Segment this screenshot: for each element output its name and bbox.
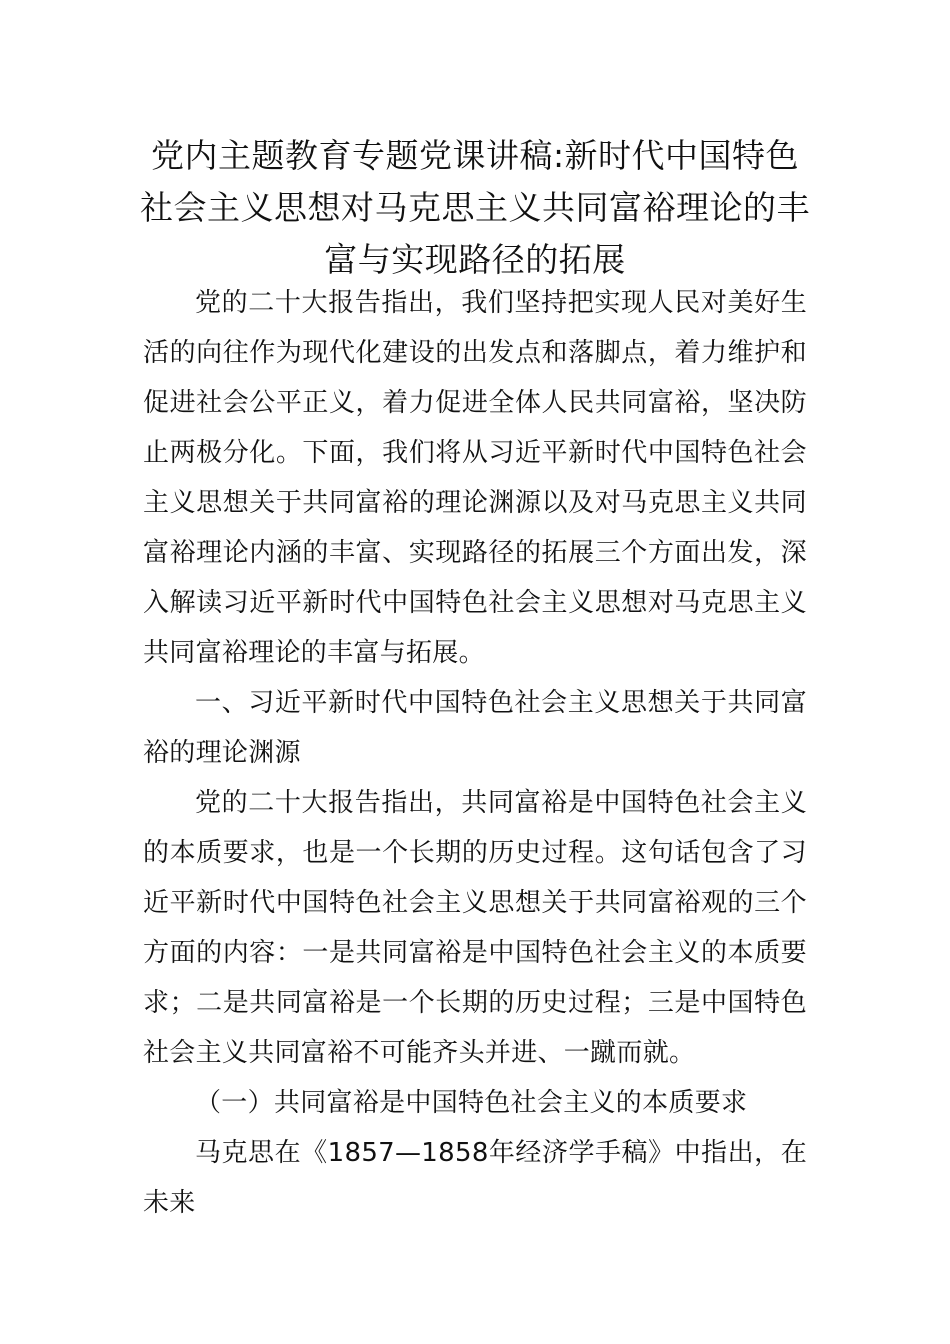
section-heading-1: 一、习近平新时代中国特色社会主义思想关于共同富裕的理论渊源 bbox=[143, 688, 807, 768]
subsection-1-paragraph: 马克思在《1857—1858年经济学手稿》中指出，在未来 bbox=[143, 1138, 807, 1218]
subsection-heading-1: （一）共同富裕是中国特色社会主义的本质要求 bbox=[195, 1088, 748, 1118]
intro-paragraph: 党的二十大报告指出，我们坚持把实现人民对美好生活的向往作为现代化建设的出发点和落脚点，着力维护和促进社会公平正义，着力促进全体人民共同富裕，坚决防止两极分化。下面，我们将从习近平新时代中国特色社会主义思想关于共同富裕的理论渊源以及对马克思主义共同富裕理论内涵的丰富、实现路径的拓展三个方面出发，深入解读习近平新时代中国特色社会主义思想对马克思主义共同富裕理论的丰富与拓展。 bbox=[143, 288, 807, 668]
document-body bbox=[143, 278, 807, 1228]
document-title: 党内主题教育专题党课讲稿:新时代中国特色社会主义思想对马克思主义共同富裕理论的丰富与实现路径的拓展 bbox=[140, 136, 810, 279]
section-1-paragraph: 党的二十大报告指出，共同富裕是中国特色社会主义的本质要求，也是一个长期的历史过程。这句话包含了习近平新时代中国特色社会主义思想关于共同富裕观的三个方面的内容：一是共同富裕是中国特色社会主义的本质要求；二是共同富裕是一个长期的历史过程；三是中国特色社会主义共同富裕不可能齐头并进、一蹴而就。 bbox=[143, 788, 807, 1068]
